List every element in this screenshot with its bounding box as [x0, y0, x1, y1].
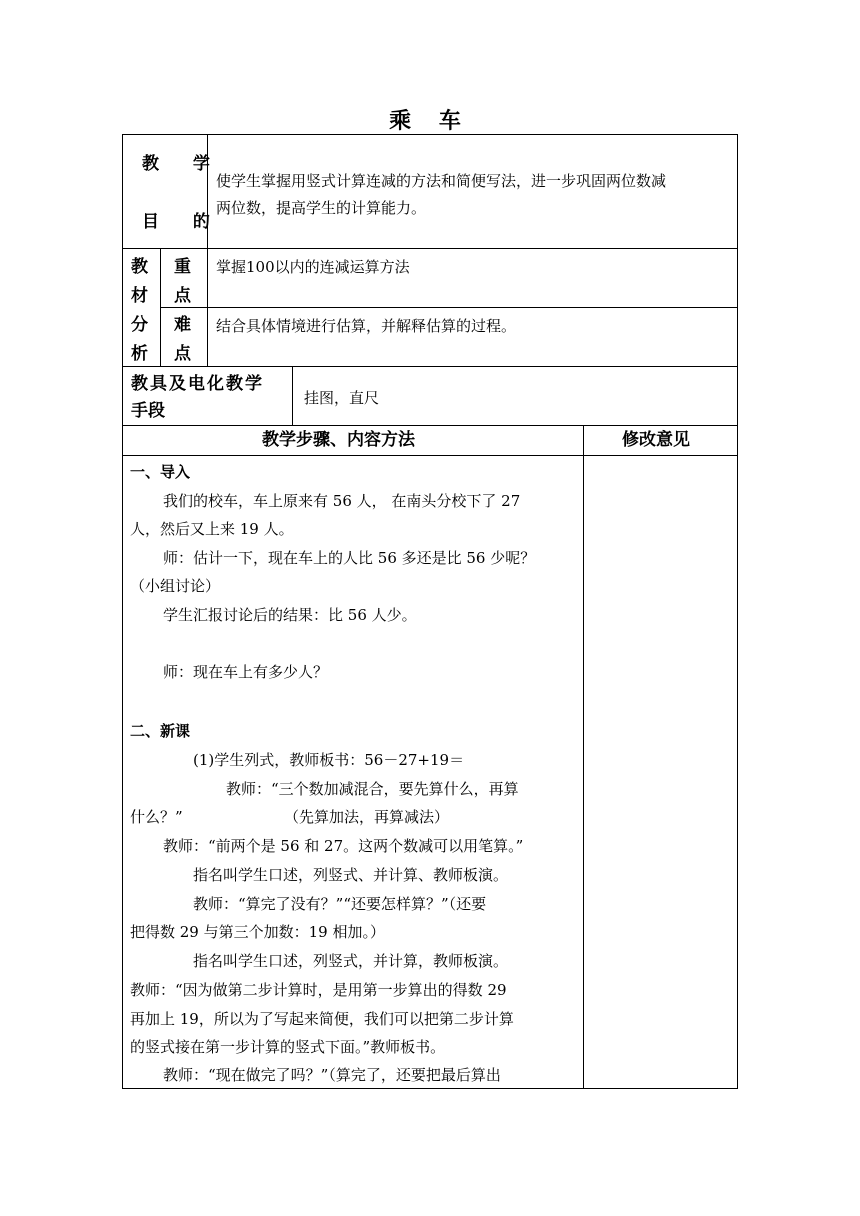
column-divider	[583, 425, 584, 1089]
body-line: 师：估计一下，现在车上的人比 56 多还是比 56 少呢？	[163, 549, 536, 567]
body-line: 教师：“前两个是 56 和 27。这两个数减可以用笔算。”	[163, 837, 524, 855]
page-title: 乘 车	[389, 109, 471, 134]
body-line: 人，然后又上来 19 人。	[130, 520, 294, 538]
body-line: 师：现在车上有多少人？	[163, 663, 329, 681]
key-point-label: 重	[174, 257, 191, 277]
body-line: 什么？”	[130, 808, 183, 826]
column-divider	[292, 366, 293, 425]
body-line: 把得数 29 与第三个加数：19 相加。）	[130, 923, 385, 941]
row-divider	[160, 307, 738, 308]
steps-header: 教学步骤、内容方法	[262, 430, 415, 450]
body-line: 我们的校车，车上原来有 56 人， 在南头分校下了 27	[163, 492, 521, 510]
body-line: 教师：“算完了没有？”“还要怎样算？”（还要	[193, 895, 487, 913]
difficult-point-text: 结合具体情境进行估算，并解释估算的过程。	[216, 317, 517, 335]
body-line: 教师：“现在做完了吗？”（算完了，还要把最后算出	[163, 1066, 501, 1084]
revision-header: 修改意见	[622, 430, 690, 450]
body-line: 学生汇报讨论后的结果：比 56 人少。	[163, 606, 417, 624]
body-line: 再加上 19，所以为了写起来简便，我们可以把第二步计算	[130, 1010, 514, 1028]
column-divider	[160, 248, 161, 366]
objective-label: 教 学	[142, 154, 224, 174]
key-point-text: 掌握100以内的连减运算方法	[216, 258, 410, 276]
objective-label: 目 的	[142, 212, 224, 232]
body-line: 指名叫学生口述，列竖式、并计算、教师板演。	[193, 866, 509, 884]
section-heading: 一、导入	[130, 463, 191, 481]
analysis-label: 分	[131, 315, 148, 335]
difficult-point-label: 难	[174, 315, 191, 335]
section-heading: 二、新课	[130, 722, 191, 740]
tools-label: 手段	[131, 401, 165, 421]
row-divider	[122, 366, 738, 367]
tools-text: 挂图，直尺	[304, 389, 380, 407]
analysis-label: 析	[131, 344, 148, 364]
body-line: 教师：“三个数加减混合，要先算什么，再算	[226, 780, 519, 798]
objective-text: 两位数，提高学生的计算能力。	[216, 199, 427, 217]
body-line: 教师：“因为做第二步计算时，是用第一步算出的得数 29	[130, 981, 507, 999]
tools-label: 教具及电化教学	[131, 374, 264, 394]
body-line: 指名叫学生口述，列竖式，并计算，教师板演。	[193, 952, 509, 970]
body-line: 的竖式接在第一步计算的竖式下面。”教师板书。	[130, 1038, 446, 1056]
analysis-label: 材	[131, 286, 148, 306]
row-divider	[122, 425, 738, 426]
analysis-label: 教	[131, 257, 148, 277]
objective-text: 使学生掌握用竖式计算连减的方法和简便写法，进一步巩固两位数减	[216, 172, 667, 190]
row-divider	[122, 455, 738, 456]
body-line: (1)学生列式，教师板书：56－27+19＝	[193, 751, 465, 769]
key-point-label: 点	[174, 286, 191, 306]
row-divider	[122, 248, 738, 249]
body-line: （小组讨论）	[130, 577, 221, 595]
body-line: （先算加法，再算减法）	[284, 808, 450, 826]
difficult-point-label: 点	[174, 344, 191, 364]
